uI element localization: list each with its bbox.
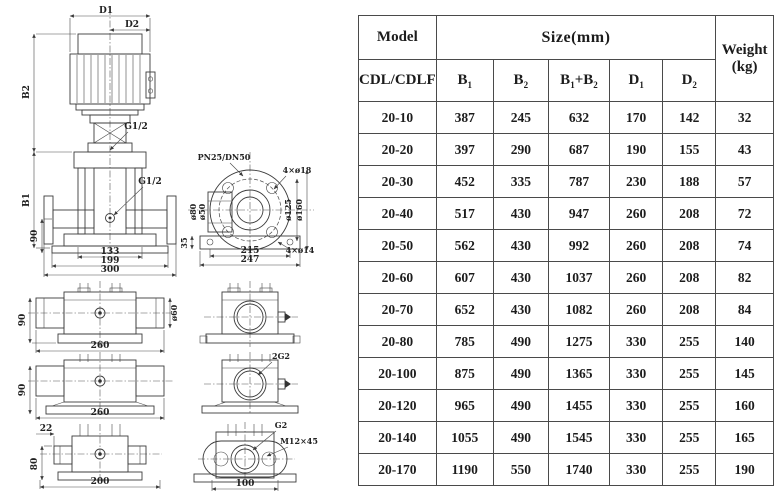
dimensions-table-panel (358, 15, 774, 486)
viewA-260-label: 260 (90, 341, 110, 351)
table-row (359, 294, 774, 326)
value-cell: 1365 (548, 358, 609, 390)
value-cell: 1545 (548, 422, 609, 454)
value-cell: 397 (436, 134, 493, 166)
value-cell: 785 (436, 326, 493, 358)
value-cell: 1455 (548, 390, 609, 422)
value-cell: 330 (610, 454, 663, 486)
table-row (359, 358, 774, 390)
dim-90-label: 90 (30, 229, 40, 243)
size-column-header: $B_1$ (436, 60, 493, 102)
value-cell: 430 (493, 198, 548, 230)
value-cell: 74 (716, 230, 774, 262)
technical-drawing-svg (0, 0, 356, 500)
hex-plug-right (128, 446, 146, 464)
dia-50-label: ø50 (197, 203, 207, 221)
dim-199-label: 199 (100, 256, 120, 266)
oval-flange-view (194, 420, 318, 491)
value-cell: 290 (493, 134, 548, 166)
value-cell: 255 (663, 390, 716, 422)
table-row (359, 262, 774, 294)
value-cell: 84 (716, 294, 774, 326)
viewB-260-label: 260 (90, 408, 110, 418)
value-cell: 330 (610, 326, 663, 358)
viewC-80-label: 80 (30, 457, 40, 471)
value-cell: 145 (716, 358, 774, 390)
viewC-200-label: 200 (90, 477, 110, 487)
table-row (359, 422, 774, 454)
value-cell: 260 (610, 230, 663, 262)
value-cell: 255 (663, 422, 716, 454)
model-cell: 20-50 (359, 230, 437, 262)
size-columns-row (359, 60, 774, 102)
value-cell: 190 (610, 134, 663, 166)
weight-header-line1: Weight (721, 41, 768, 58)
value-cell: 550 (493, 454, 548, 486)
value-cell: 260 (610, 262, 663, 294)
table-body (359, 102, 774, 486)
flange-top-view (179, 152, 315, 267)
value-cell: 160 (716, 390, 774, 422)
dimensions-table (358, 15, 774, 486)
value-cell: 335 (493, 166, 548, 198)
value-cell: 490 (493, 422, 548, 454)
bolt-spec-label: M12×45 (280, 436, 318, 446)
value-cell: 142 (663, 102, 716, 134)
table-row (359, 326, 774, 358)
model-cell: 20-140 (359, 422, 437, 454)
dim-d2-label: D2 (124, 20, 140, 30)
value-cell: 632 (548, 102, 609, 134)
port-g12-top-label: G1/2 (124, 122, 148, 132)
side-view-b (18, 352, 174, 420)
value-cell: 787 (548, 166, 609, 198)
value-cell: 255 (663, 358, 716, 390)
dim-133-label: 133 (100, 247, 120, 257)
port-2g2-label: 2G2 (272, 351, 290, 361)
value-cell: 490 (493, 390, 548, 422)
dia-160-label: ø160 (294, 198, 304, 222)
port-g12-mid-label: G1/2 (138, 177, 162, 187)
table-row (359, 454, 774, 486)
value-cell: 430 (493, 262, 548, 294)
port-g2-label: G2 (274, 420, 288, 430)
value-cell: 255 (663, 326, 716, 358)
size-column-header: $B_2$ (493, 60, 548, 102)
value-cell: 208 (663, 262, 716, 294)
value-cell: 170 (610, 102, 663, 134)
table-row (359, 198, 774, 230)
value-cell: 260 (610, 198, 663, 230)
value-cell: 452 (436, 166, 493, 198)
dim-d1-label: D1 (98, 6, 114, 16)
viewA-90-label: 90 (18, 313, 28, 327)
model-cell: 20-20 (359, 134, 437, 166)
table-row (359, 166, 774, 198)
value-cell: 875 (436, 358, 493, 390)
value-cell: 330 (610, 390, 663, 422)
suction-flange (44, 196, 53, 244)
value-cell: 1275 (548, 326, 609, 358)
dim-35-label: 35 (179, 237, 189, 249)
value-cell: 330 (610, 422, 663, 454)
viewB-90-label: 90 (18, 383, 28, 397)
bolt-holes-top-label: 4×ø18 (282, 165, 312, 175)
dim-300-label: 300 (100, 265, 120, 275)
viewC-22-label: 22 (39, 424, 53, 434)
dia-125-label: ø125 (283, 198, 293, 222)
value-cell: 1190 (436, 454, 493, 486)
value-cell: 687 (548, 134, 609, 166)
dim-247-label: 247 (240, 255, 260, 265)
value-cell: 517 (436, 198, 493, 230)
value-cell: 208 (663, 294, 716, 326)
weight-header-line2: (kg) (731, 58, 758, 75)
value-cell: 255 (663, 454, 716, 486)
viewA-dia60-label: ø60 (169, 304, 179, 322)
value-cell: 1055 (436, 422, 493, 454)
model-cell: 20-40 (359, 198, 437, 230)
side-view-e (202, 351, 298, 414)
value-cell: 230 (610, 166, 663, 198)
value-cell: 607 (436, 262, 493, 294)
hex-plug-left (54, 446, 72, 464)
value-cell: 165 (716, 422, 774, 454)
value-cell: 1037 (548, 262, 609, 294)
table-row (359, 390, 774, 422)
size-column-header: $D_1$ (610, 60, 663, 102)
value-cell: 992 (548, 230, 609, 262)
value-cell: 208 (663, 230, 716, 262)
dia-80-label: ø80 (188, 203, 198, 221)
value-cell: 72 (716, 198, 774, 230)
size-group-header: Size(mm) (436, 16, 716, 60)
value-cell: 208 (663, 198, 716, 230)
model-cell: 20-10 (359, 102, 437, 134)
value-cell: 190 (716, 454, 774, 486)
model-cell: 20-100 (359, 358, 437, 390)
model-cell: 20-80 (359, 326, 437, 358)
table-row (359, 134, 774, 166)
dim-b2-label: B2 (22, 85, 32, 99)
value-cell: 430 (493, 294, 548, 326)
dim-100-label: 100 (235, 479, 255, 489)
side-view-a (18, 281, 179, 353)
value-cell: 1082 (548, 294, 609, 326)
value-cell: 387 (436, 102, 493, 134)
weight-header (716, 16, 774, 102)
table-row (359, 102, 774, 134)
pump-technical-drawing (0, 0, 356, 500)
value-cell: 965 (436, 390, 493, 422)
model-series-header: CDL/CDLF (359, 60, 437, 102)
value-cell: 947 (548, 198, 609, 230)
flange-spec-label: PN25/DN50 (197, 152, 251, 162)
model-header: Model (359, 16, 437, 60)
value-cell: 260 (610, 294, 663, 326)
model-cell: 20-60 (359, 262, 437, 294)
side-view-d (200, 281, 300, 347)
value-cell: 43 (716, 134, 774, 166)
terminal-bracket (146, 72, 155, 98)
value-cell: 652 (436, 294, 493, 326)
value-cell: 155 (663, 134, 716, 166)
value-cell: 245 (493, 102, 548, 134)
front-elevation-view (22, 6, 176, 277)
value-cell: 562 (436, 230, 493, 262)
bolt-holes-bottom-label: 4×ø14 (285, 245, 315, 255)
value-cell: 32 (716, 102, 774, 134)
value-cell: 82 (716, 262, 774, 294)
value-cell: 490 (493, 358, 548, 390)
value-cell: 188 (663, 166, 716, 198)
side-view-c (30, 424, 162, 489)
model-cell: 20-70 (359, 294, 437, 326)
value-cell: 330 (610, 358, 663, 390)
dim-b1-label: B1 (22, 193, 32, 207)
model-cell: 20-30 (359, 166, 437, 198)
size-column-header: $D_2$ (663, 60, 716, 102)
size-column-header: $B_1+B_2$ (548, 60, 609, 102)
value-cell: 430 (493, 230, 548, 262)
model-cell: 20-120 (359, 390, 437, 422)
value-cell: 1740 (548, 454, 609, 486)
dim-215-label: 215 (240, 246, 260, 256)
value-cell: 490 (493, 326, 548, 358)
discharge-flange (167, 196, 176, 244)
model-cell: 20-170 (359, 454, 437, 486)
value-cell: 140 (716, 326, 774, 358)
table-row (359, 230, 774, 262)
value-cell: 57 (716, 166, 774, 198)
